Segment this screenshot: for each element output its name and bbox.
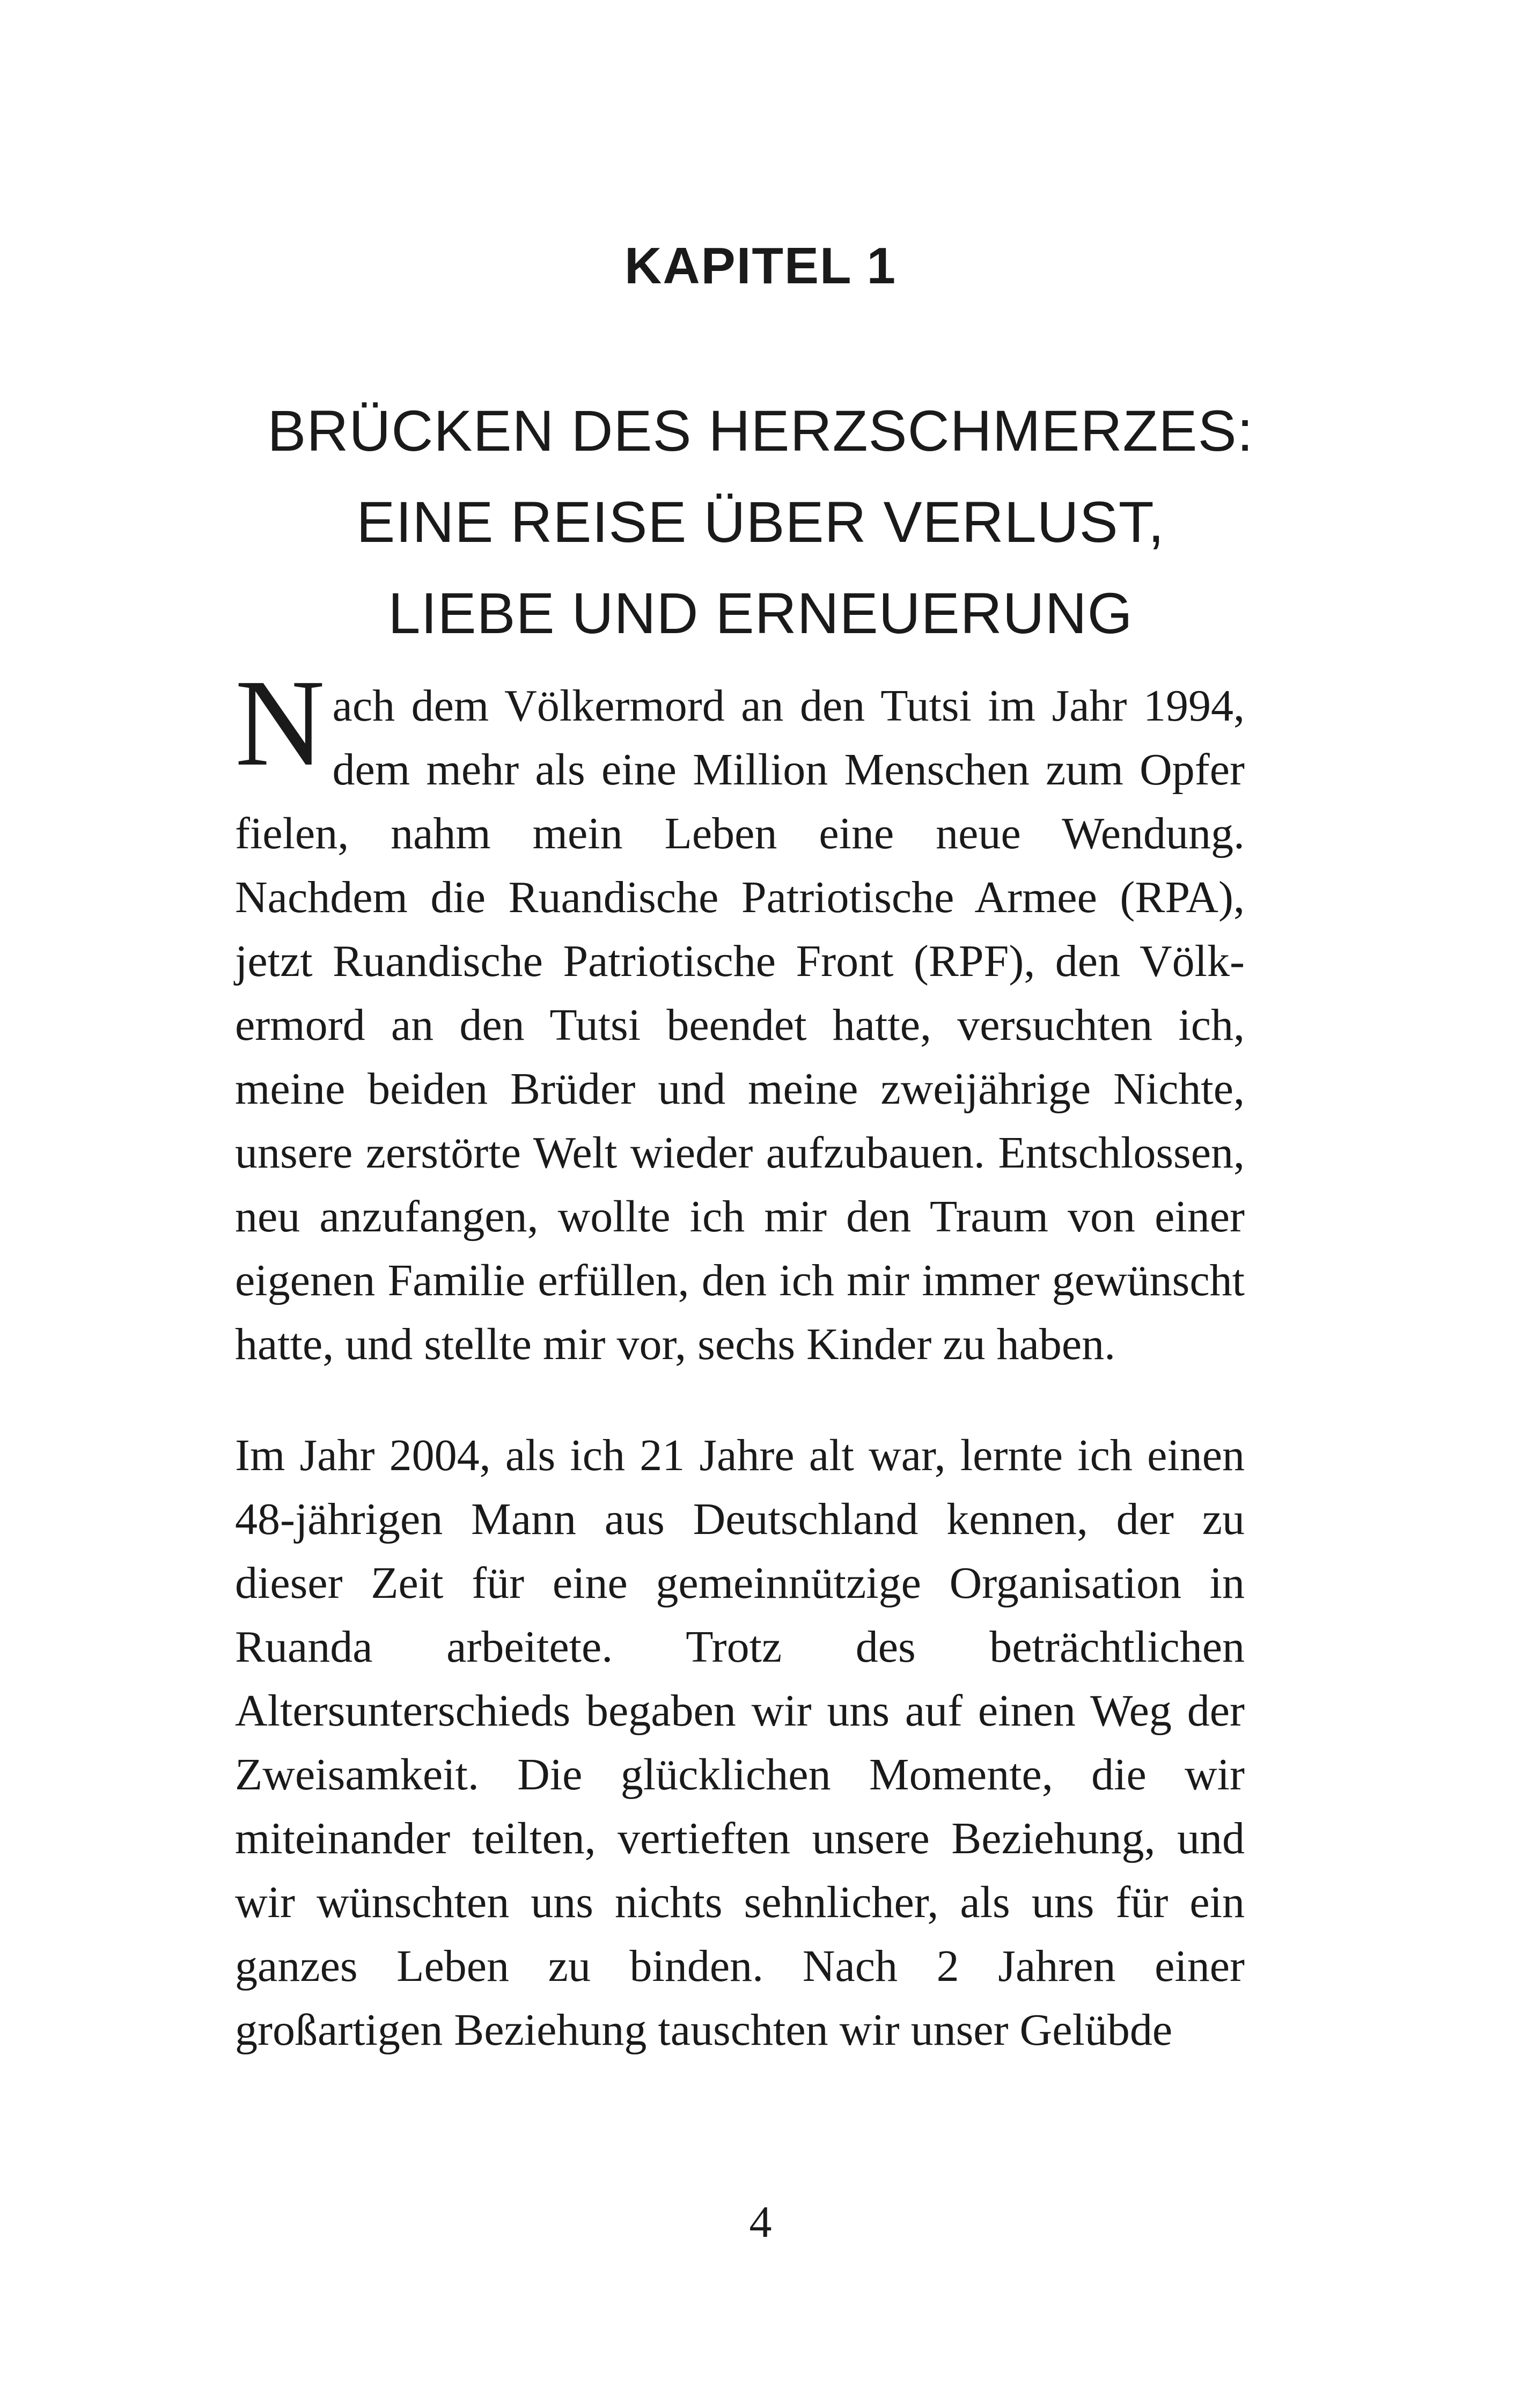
chapter-title (0, 385, 1521, 659)
chapter-label: KAPITEL 1 (624, 237, 897, 295)
chapter-title-line-1: BRÜCKEN DES HERZSCHMERZES: (267, 398, 1254, 463)
chapter-title-line-2: EINE REISE ÜBER VERLUST, (356, 489, 1165, 554)
paragraph-2-text: Im Jahr 2004, als ich 21 Jahre alt war, lernte ich einen 48-jährigen Mann aus Deutschland kennen, der zu dieser Zeit für eine gemeinnützige Organisation in Ruanda arbeitete. Trotz des beträchtlichen Altersunterschieds begaben wir uns auf einen Weg der Zweisamkeit. Die glücklichen Momente, die wir miteinander teilten, vertieften unsere Beziehung, und wir wünschten uns nichts sehnlicher, als uns für ein ganzes Leben zu binden. Nach 2 Jahren einer großartigen Beziehung tauschten wir unser Gelübde (235, 1430, 1245, 2055)
chapter-title-line-3: LIEBE UND ERNEUERUNG (388, 581, 1133, 645)
paragraph-2 (235, 1423, 1245, 2062)
page-number: 4 (749, 2197, 772, 2247)
body-text (235, 654, 1245, 2062)
drop-cap: N (235, 654, 325, 792)
paragraph-1 (235, 654, 1245, 1376)
paragraph-1-text: ach dem Völkermord an den Tutsi im Jahr 1994, dem mehr als eine Million Menschen zum Opfer fielen, nahm mein Leben eine neue Wendung. Nachdem die Ruandische Patriotische Armee (RPA), jetzt Ruandische Patriotische Front (RPF), den Völkermord an den Tutsi beendet hatte, versuchten ich, meine beiden Brüder und meine zweijährige Nichte, unsere zerstörte Welt wieder aufzubauen. Entschlossen, neu anzufangen, wollte ich mir den Traum von einer eigenen Familie erfüllen, den ich mir immer gewünscht hatte, und stellte mir vor, sechs Kinder zu haben. (235, 681, 1245, 1369)
